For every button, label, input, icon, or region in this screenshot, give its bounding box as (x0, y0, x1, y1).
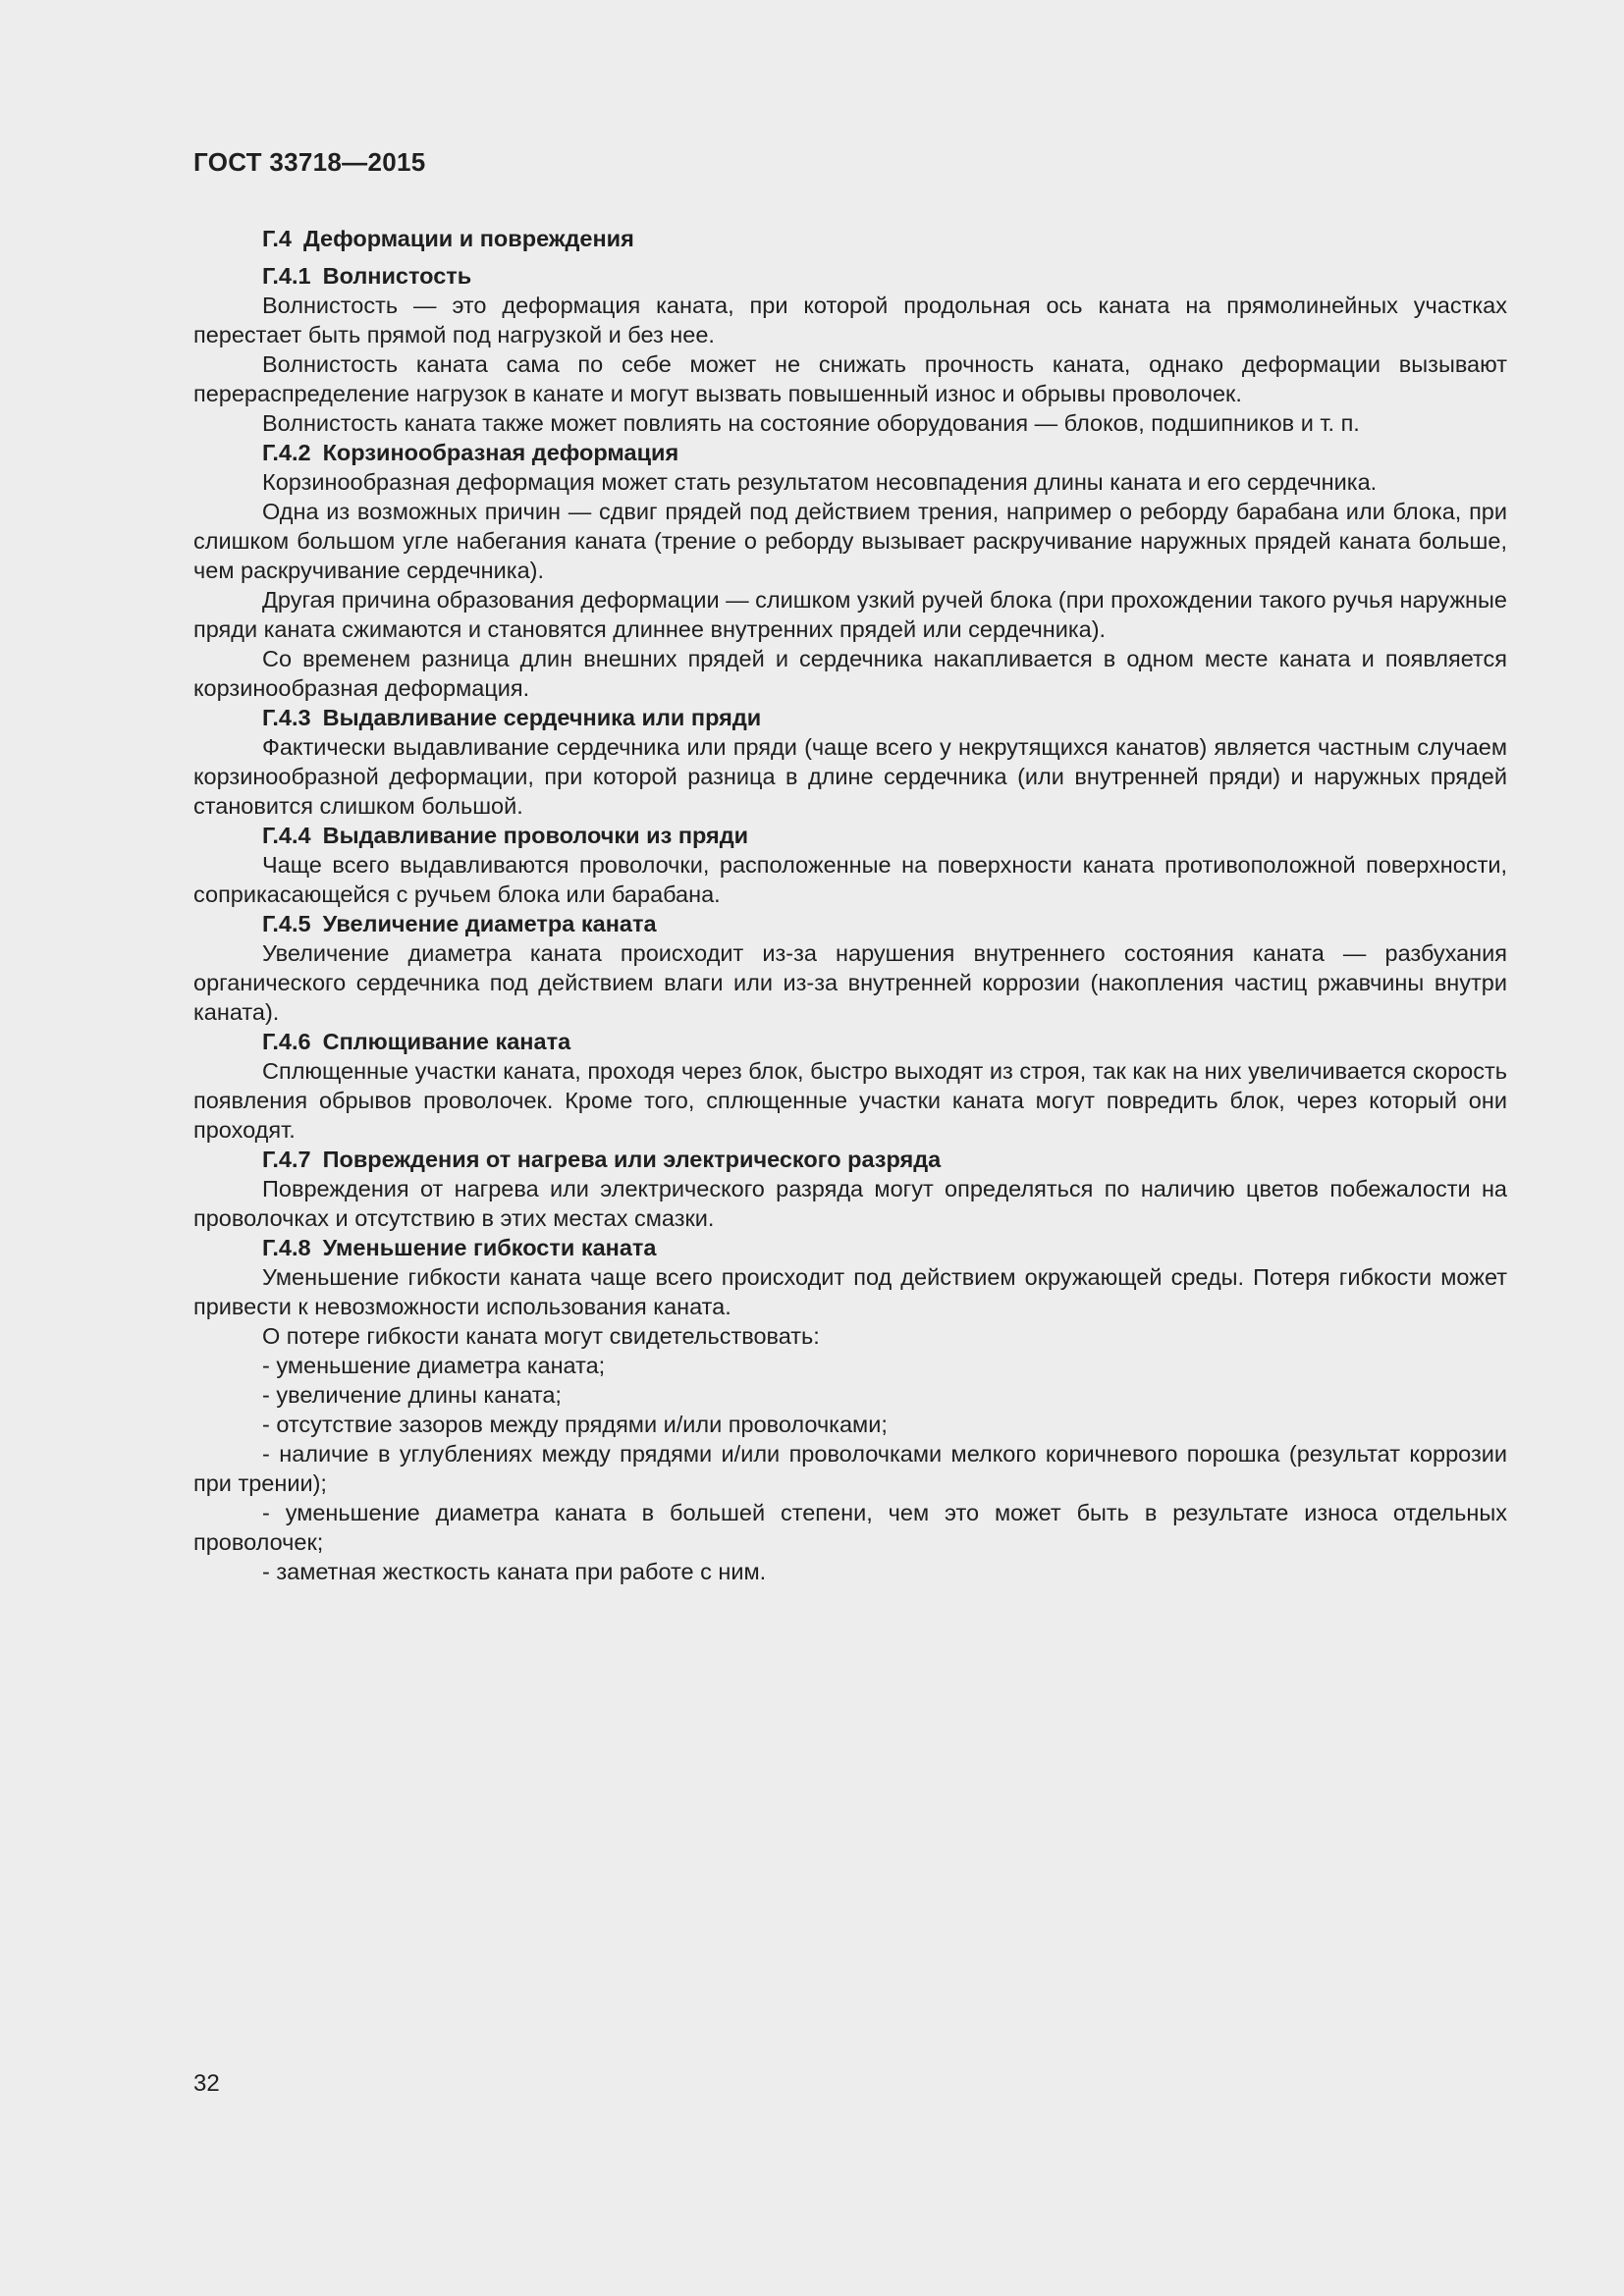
paragraph: Увеличение диаметра каната происходит из-за нарушения внутреннего состояния каната — разбухания органического сердечника под действием влаги или из-за внутренней коррозии (накопления частиц ржавчины внутри каната). (193, 940, 1507, 1025)
document-header: ГОСТ 33718—2015 (193, 147, 426, 177)
subsection-number: Г.4.5 (262, 911, 311, 936)
paragraph: О потере гибкости каната могут свидетельствовать: (262, 1323, 820, 1349)
subsection-heading (193, 1027, 1507, 1056)
paragraph: Корзинообразная деформация может стать результатом несовпадения длины каната и его сердечника. (262, 469, 1378, 495)
paragraph: Другая причина образования деформации — слишком узкий ручей блока (при прохождении такого ручья наружные пряди каната сжимаются и становятся длиннее внутренних прядей или сердечника). (193, 587, 1507, 642)
document-body (193, 224, 1507, 1586)
subsection-title: Волнистость (322, 263, 472, 289)
section-number: Г.4 (262, 226, 292, 251)
list-item: - наличие в углублениях между прядями и/или проволочками мелкого коричневого порошка (результат коррозии при трении); (193, 1441, 1507, 1496)
subsection-title: Корзинообразная деформация (322, 440, 679, 465)
subsection-title: Сплющивание каната (322, 1029, 571, 1054)
subsection-heading (193, 261, 1507, 291)
paragraph: Сплющенные участки каната, проходя через блок, быстро выходят из строя, так как на них увеличивается скорость появления обрывов проволочек. Кроме того, сплющенные участки каната могут повредить блок, через который они проходят. (193, 1058, 1507, 1143)
paragraph: Чаще всего выдавливаются проволочки, расположенные на поверхности каната противоположной поверхности, соприкасающейся с ручьем блока или барабана. (193, 852, 1507, 907)
subsection-number: Г.4.2 (262, 440, 311, 465)
subsection-title: Выдавливание проволочки из пряди (322, 823, 749, 848)
paragraph: Одна из возможных причин — сдвиг прядей под действием трения, например о реборду барабана или блока, при слишком большом угле набегания каната (трение о реборду вызывает раскручивание наружных прядей каната больше, чем раскручивание сердечника). (193, 499, 1507, 583)
subsection-heading (193, 703, 1507, 732)
paragraph: Волнистость — это деформация каната, при которой продольная ось каната на прямолинейных участках перестает быть прямой под нагрузкой и без нее. (193, 293, 1507, 347)
subsection-number: Г.4.7 (262, 1147, 311, 1172)
subsection-heading (193, 1233, 1507, 1262)
list-item: - увеличение длины каната; (262, 1382, 562, 1408)
subsection-title: Увеличение диаметра каната (322, 911, 657, 936)
paragraph: Уменьшение гибкости каната чаще всего происходит под действием окружающей среды. Потеря гибкости может привести к невозможности использования каната. (193, 1264, 1507, 1319)
subsection-heading (193, 909, 1507, 938)
section-title: Деформации и повреждения (302, 226, 634, 251)
page-number: 32 (193, 2070, 220, 2097)
list-item: - уменьшение диаметра каната; (262, 1353, 606, 1378)
paragraph: Фактически выдавливание сердечника или пряди (чаще всего у некрутящихся канатов) является частным случаем корзинообразной деформации, при которой разница в длине сердечника (или внутренней пряди) и наружных прядей становится слишком большой. (193, 734, 1507, 819)
subsection-number: Г.4.4 (262, 823, 311, 848)
section-heading (193, 224, 1507, 253)
subsection-title: Уменьшение гибкости каната (322, 1235, 657, 1260)
paragraph: Со временем разница длин внешних прядей и сердечника накапливается в одном месте каната и появляется корзинообразная деформация. (193, 646, 1507, 701)
subsection-title: Выдавливание сердечника или пряди (322, 705, 762, 730)
list-item: - уменьшение диаметра каната в большей степени, чем это может быть в результате износа отдельных проволочек; (193, 1500, 1507, 1555)
subsection-number: Г.4.1 (262, 263, 311, 289)
paragraph: Волнистость каната также может повлиять на состояние оборудования — блоков, подшипников и т. п. (262, 410, 1360, 436)
subsection-number: Г.4.3 (262, 705, 311, 730)
subsection-number: Г.4.8 (262, 1235, 311, 1260)
list-item: - заметная жесткость каната при работе с ним. (262, 1559, 767, 1584)
subsection-title: Повреждения от нагрева или электрического разряда (322, 1147, 942, 1172)
paragraph: Волнистость каната сама по себе может не снижать прочность каната, однако деформации вызывают перераспределение нагрузок в канате и могут вызвать повышенный износ и обрывы проволочек. (193, 351, 1507, 406)
subsection-heading (193, 821, 1507, 850)
subsection-number: Г.4.6 (262, 1029, 311, 1054)
paragraph: Повреждения от нагрева или электрического разряда могут определяться по наличию цветов побежалости на проволочках и отсутствию в этих местах смазки. (193, 1176, 1507, 1231)
subsection-heading (193, 1145, 1507, 1174)
subsection-heading (193, 438, 1507, 467)
list-item: - отсутствие зазоров между прядями и/или проволочками; (262, 1412, 888, 1437)
